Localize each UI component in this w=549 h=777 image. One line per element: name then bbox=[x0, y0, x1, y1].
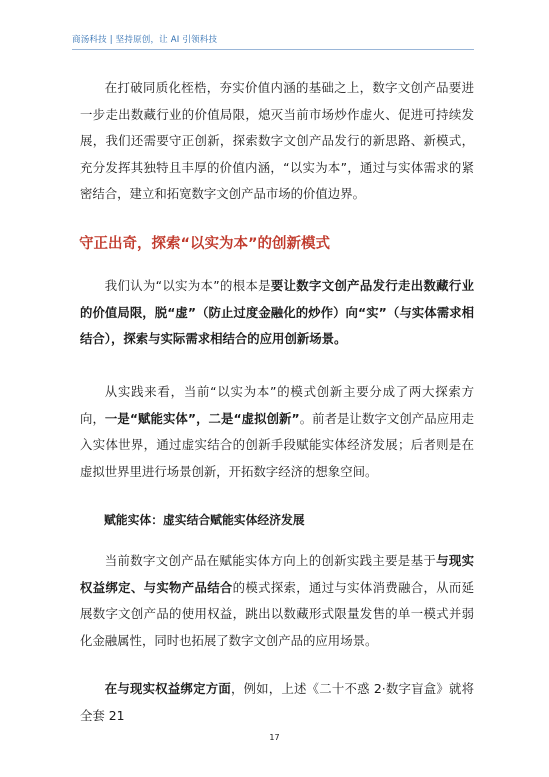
page-number: 17 bbox=[269, 733, 280, 742]
text-run: 我们认为“以实为本”的根本是 bbox=[104, 278, 271, 293]
text-run: ，例如，上述《二十不惑 2·数字盲盒》就将全套 21 bbox=[80, 681, 475, 723]
running-header: 商汤科技 | 坚持原创，让 AI 引领科技 bbox=[72, 35, 218, 45]
text-run: 要让数字文创产品发行走出数藏行业的价值局限，脱“虚”（防止过度金融化的炒作）向“实”（与实体需求相结合），探索与实际需求相结合的应用创新场景。 bbox=[80, 278, 474, 347]
text-run: 的模式探索，通过与实体消费融合，从而延展数字文创产品的使用权益，跳出以数藏形式限量发售的单一模式并弱化金融属性，同时也拓展了数字文创产品的应用场景。 bbox=[80, 579, 475, 648]
paragraph-root-principle bbox=[80, 273, 474, 353]
header-divider bbox=[72, 49, 474, 50]
paragraph-rights-binding bbox=[80, 676, 474, 729]
text-run: 在打破同质化桎梏，夯实价值内涵的基础之上，数字文创产品要进一步走出数藏行业的价值局限，熄灭当前市场炒作虚火、促进可持续发展，我们还需要守正创新，探索数字文创产品发行的新思路、新模式，充分发挥其独特且丰厚的价值内涵，“以实为本”，通过与实体需求的紧密结合，建立和拓宽数字文创产品市场的价值边界。 bbox=[80, 80, 474, 202]
text-run: 当前数字文创产品在赋能实体方向上的创新实践主要是基于 bbox=[104, 553, 437, 568]
section-title: 守正出奇，探索“以实为本”的创新模式 bbox=[79, 236, 331, 252]
sub-title-empower-entity: 赋能实体：虚实结合赋能实体经济发展 bbox=[104, 513, 305, 527]
paragraph-intro bbox=[80, 75, 474, 208]
text-run: 。前者是让数字文创产品应用走入实体世界，通过虚实结合的创新手段赋能实体经济发展；后者则是在虚拟世界里进行场景创新，开拓数字经济的想象空间。 bbox=[80, 410, 475, 479]
text-run: 在与现实权益绑定方面 bbox=[104, 681, 231, 696]
text-run: 从实践来看，当前“以实为本”的模式创新主要分成了两大探索方向， bbox=[80, 384, 474, 426]
paragraph-empower-practice bbox=[80, 548, 474, 654]
paragraph-two-directions bbox=[80, 379, 474, 485]
text-run: 与现实权益绑定、与实物产品结合 bbox=[80, 553, 475, 595]
text-run: 一是“赋能实体”，二是“虚拟创新” bbox=[104, 410, 300, 426]
